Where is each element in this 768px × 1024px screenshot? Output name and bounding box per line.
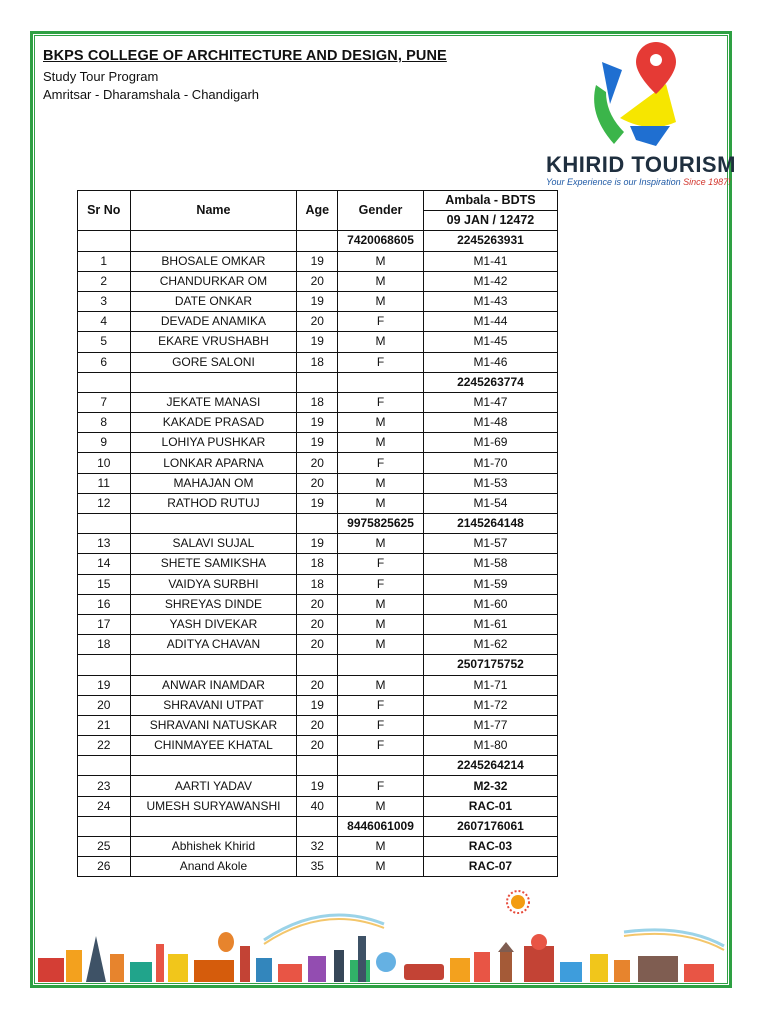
gender-cell: F [338,352,424,372]
passenger-row [78,332,558,352]
name-cell: CHANDURKAR OM [130,271,297,291]
gender-cell: M [338,675,424,695]
name-cell: LOHIYA PUSHKAR [130,433,297,453]
passenger-row [78,675,558,695]
header-gender: Gender [338,191,424,231]
header-train: 09 JAN / 12472 [423,211,557,231]
sr-cell [78,756,131,776]
passenger-row [78,857,558,877]
sr-cell [78,231,131,251]
gender-cell: F [338,392,424,412]
name-cell [130,231,297,251]
sr-cell: 6 [78,352,131,372]
sr-cell [78,816,131,836]
name-cell: YASH DIVEKAR [130,614,297,634]
passenger-row [78,312,558,332]
gender-cell: F [338,453,424,473]
name-cell: BHOSALE OMKAR [130,251,297,271]
header-route: Ambala - BDTS [423,191,557,211]
name-cell: ANWAR INAMDAR [130,675,297,695]
contact-cell [338,372,424,392]
name-cell: GORE SALONI [130,352,297,372]
name-cell [130,655,297,675]
passenger-row [78,776,558,796]
passenger-row [78,271,558,291]
sr-cell: 24 [78,796,131,816]
name-cell: EKARE VRUSHABH [130,332,297,352]
age-cell: 18 [297,392,338,412]
name-cell: AARTI YADAV [130,776,297,796]
booking-group-row [78,372,558,392]
age-cell: 19 [297,413,338,433]
passenger-row [78,534,558,554]
age-cell [297,756,338,776]
age-cell [297,372,338,392]
passenger-row [78,796,558,816]
gender-cell: F [338,695,424,715]
passenger-row [78,837,558,857]
seat-cell: M1-72 [423,695,557,715]
seat-cell: M2-32 [423,776,557,796]
name-cell: MAHAJAN OM [130,473,297,493]
program-title: Study Tour Program [43,69,159,84]
name-cell [130,816,297,836]
passenger-row [78,715,558,735]
gender-cell: F [338,776,424,796]
sr-cell: 20 [78,695,131,715]
pnr-cell: 2507175752 [423,655,557,675]
sr-cell: 16 [78,594,131,614]
age-cell: 20 [297,453,338,473]
name-cell: Anand Akole [130,857,297,877]
age-cell: 19 [297,251,338,271]
seat-cell: M1-77 [423,715,557,735]
sr-cell [78,655,131,675]
name-cell: SHREYAS DINDE [130,594,297,614]
sr-cell: 25 [78,837,131,857]
age-cell: 18 [297,352,338,372]
name-cell: KAKADE PRASAD [130,413,297,433]
sr-cell [78,514,131,534]
seat-cell: M1-42 [423,271,557,291]
gender-cell: M [338,614,424,634]
seat-cell: M1-60 [423,594,557,614]
pnr-cell: 2245264214 [423,756,557,776]
sr-cell: 14 [78,554,131,574]
passenger-row [78,594,558,614]
passenger-row [78,695,558,715]
sr-cell: 9 [78,433,131,453]
seat-cell: M1-59 [423,574,557,594]
pnr-cell: 2245263931 [423,231,557,251]
contact-cell: 9975825625 [338,514,424,534]
booking-group-row [78,655,558,675]
name-cell [130,756,297,776]
name-cell: ADITYA CHAVAN [130,635,297,655]
sr-cell: 7 [78,392,131,412]
seat-cell: M1-44 [423,312,557,332]
seat-cell: M1-47 [423,392,557,412]
name-cell [130,372,297,392]
age-cell: 18 [297,574,338,594]
age-cell: 19 [297,433,338,453]
sr-cell: 3 [78,291,131,311]
sr-cell: 13 [78,534,131,554]
seat-cell: M1-69 [423,433,557,453]
name-cell: SALAVI SUJAL [130,534,297,554]
route-title: Amritsar - Dharamshala - Chandigarh [43,87,260,102]
seat-cell: RAC-03 [423,837,557,857]
name-cell: CHINMAYEE KHATAL [130,736,297,756]
booking-group-row [78,514,558,534]
passenger-row [78,493,558,513]
age-cell [297,816,338,836]
age-cell: 19 [297,291,338,311]
gender-cell: M [338,534,424,554]
seat-cell: M1-54 [423,493,557,513]
passenger-row [78,251,558,271]
gender-cell: M [338,251,424,271]
sr-cell: 11 [78,473,131,493]
age-cell: 32 [297,837,338,857]
gender-cell: M [338,433,424,453]
age-cell: 19 [297,695,338,715]
age-cell [297,655,338,675]
passenger-row [78,614,558,634]
seat-cell: M1-45 [423,332,557,352]
sr-cell: 1 [78,251,131,271]
sr-cell: 26 [78,857,131,877]
gender-cell: M [338,291,424,311]
seat-cell: M1-43 [423,291,557,311]
seat-cell: M1-61 [423,614,557,634]
gender-cell: M [338,332,424,352]
age-cell: 19 [297,776,338,796]
gender-cell: F [338,554,424,574]
age-cell [297,514,338,534]
seat-cell: RAC-01 [423,796,557,816]
age-cell: 20 [297,473,338,493]
age-cell: 20 [297,736,338,756]
booking-group-row [78,756,558,776]
name-cell: RATHOD RUTUJ [130,493,297,513]
age-cell: 19 [297,332,338,352]
brand-name: KHIRID TOURISM [546,152,736,177]
sr-cell: 19 [78,675,131,695]
name-cell [130,514,297,534]
sr-cell: 23 [78,776,131,796]
age-cell: 20 [297,675,338,695]
passenger-row [78,413,558,433]
passenger-row [78,352,558,372]
travel-skyline-illustration [34,880,728,984]
sr-cell: 17 [78,614,131,634]
document-header [43,48,447,105]
name-cell: JEKATE MANASI [130,392,297,412]
age-cell: 20 [297,312,338,332]
seat-cell: M1-53 [423,473,557,493]
sr-cell: 5 [78,332,131,352]
name-cell: LONKAR APARNA [130,453,297,473]
passenger-table [77,190,558,877]
k-mark-icon [594,42,676,146]
seat-cell: M1-57 [423,534,557,554]
contact-cell: 7420068605 [338,231,424,251]
age-cell: 20 [297,271,338,291]
name-cell: SHETE SAMIKSHA [130,554,297,574]
age-cell: 20 [297,715,338,735]
contact-cell [338,756,424,776]
name-cell: SHRAVANI NATUSKAR [130,715,297,735]
seat-cell: M1-80 [423,736,557,756]
sr-cell: 18 [78,635,131,655]
passenger-row [78,574,558,594]
age-cell [297,231,338,251]
pnr-cell: 2607176061 [423,816,557,836]
passenger-row [78,433,558,453]
passenger-row [78,736,558,756]
tagline-since: Since 1987! [683,177,731,187]
gender-cell: M [338,837,424,857]
sr-cell: 15 [78,574,131,594]
brand-tagline [546,177,731,187]
gender-cell: M [338,857,424,877]
name-cell: UMESH SURYAWANSHI [130,796,297,816]
passenger-row [78,291,558,311]
college-title: BKPS COLLEGE OF ARCHITECTURE AND DESIGN, PUNE [43,48,447,64]
sr-cell [78,372,131,392]
gender-cell: M [338,413,424,433]
sr-cell: 4 [78,312,131,332]
name-cell: VAIDYA SURBHI [130,574,297,594]
passenger-row [78,635,558,655]
name-cell: DATE ONKAR [130,291,297,311]
gender-cell: M [338,271,424,291]
name-cell: DEVADE ANAMIKA [130,312,297,332]
age-cell: 40 [297,796,338,816]
age-cell: 20 [297,614,338,634]
contact-cell [338,655,424,675]
seat-cell: M1-41 [423,251,557,271]
gender-cell: F [338,715,424,735]
name-cell: Abhishek Khirid [130,837,297,857]
tagline-main: Your Experience is our Inspiration [546,177,681,187]
seat-cell: M1-70 [423,453,557,473]
header-age: Age [297,191,338,231]
gender-cell: M [338,493,424,513]
passenger-row [78,473,558,493]
booking-group-row [78,816,558,836]
contact-cell: 8446061009 [338,816,424,836]
pnr-cell: 2145264148 [423,514,557,534]
sr-cell: 21 [78,715,131,735]
seat-cell: M1-62 [423,635,557,655]
name-cell: SHRAVANI UTPAT [130,695,297,715]
age-cell: 19 [297,493,338,513]
passenger-row [78,453,558,473]
gender-cell: M [338,473,424,493]
seat-cell: M1-48 [423,413,557,433]
seat-cell: M1-71 [423,675,557,695]
header-name: Name [130,191,297,231]
age-cell: 18 [297,554,338,574]
sr-cell: 10 [78,453,131,473]
passenger-row [78,554,558,574]
gender-cell: M [338,796,424,816]
age-cell: 20 [297,594,338,614]
passenger-rows [78,231,558,877]
sr-cell: 12 [78,493,131,513]
gender-cell: F [338,574,424,594]
seat-cell: M1-58 [423,554,557,574]
header-sr: Sr No [78,191,131,231]
gender-cell: M [338,635,424,655]
gender-cell: F [338,736,424,756]
age-cell: 19 [297,534,338,554]
booking-group-row [78,231,558,251]
gender-cell: M [338,594,424,614]
sr-cell: 22 [78,736,131,756]
seat-cell: RAC-07 [423,857,557,877]
seat-cell: M1-46 [423,352,557,372]
age-cell: 35 [297,857,338,877]
passenger-row [78,392,558,412]
pnr-cell: 2245263774 [423,372,557,392]
age-cell: 20 [297,635,338,655]
sr-cell: 2 [78,271,131,291]
gender-cell: F [338,312,424,332]
sr-cell: 8 [78,413,131,433]
